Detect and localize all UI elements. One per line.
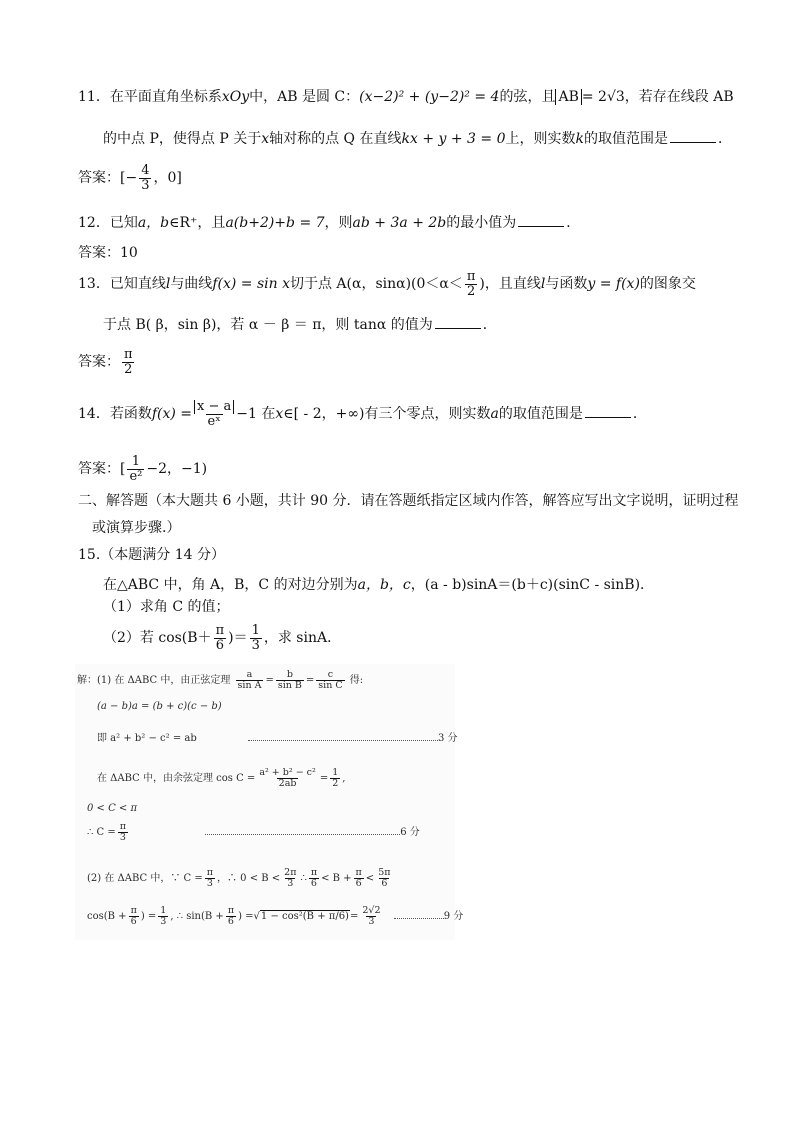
sqrt-expression: 1 − cos²(B + π/6) — [260, 910, 349, 922]
sol-line8: cos(B + $\frac{\pi}{6}$ ) = $\frac{1}{3}$ , ∴ sin(B + $\frac{\pi}{6}$ ) =√1 − cos²(B + π/6)= $\frac{2√2}{3}$ 9 分 — [87, 905, 464, 927]
fraction — [214, 624, 227, 652]
q12-text: ． — [566, 215, 581, 231]
q14-math: x — [275, 406, 284, 423]
sol-line3 — [97, 734, 457, 744]
sol-text: (2) 在 ΔABC 中，∵ C = — [87, 872, 203, 884]
q12-text: 的最小值为 — [446, 215, 517, 231]
q15-text: ，求 sinA． — [263, 630, 342, 647]
q13-text: )，且直线 — [479, 276, 541, 293]
fraction — [376, 868, 392, 889]
q11-math: xOy — [221, 89, 250, 105]
fraction — [129, 906, 139, 927]
fraction — [205, 868, 215, 889]
q13-text: ． — [482, 317, 497, 333]
answer-text: −2，−1) — [146, 461, 208, 478]
q13-text: 切于点 A(α，sinα)(0＜α＜ — [289, 276, 463, 293]
denominator: sin A — [237, 679, 262, 691]
q14-text: ∈[ - 2，+∞)有三个零点，则实数 — [283, 406, 491, 423]
fraction — [360, 906, 382, 927]
denominator: e² — [129, 468, 143, 484]
q11-ab-value: = 2√3 — [581, 89, 625, 105]
denominator: 3 — [119, 831, 126, 843]
q14-answer — [78, 455, 207, 483]
sol-text: ) = — [140, 910, 157, 922]
q14-text: ． — [632, 406, 647, 423]
q11-answer — [78, 164, 182, 192]
q11-text: 中，AB 是圆 C： — [249, 89, 360, 105]
fraction — [122, 348, 135, 376]
denominator: 2ab — [278, 777, 297, 789]
numerator: 1 — [131, 454, 141, 469]
q11-line2 — [103, 132, 732, 146]
sol-text: = — [349, 910, 359, 922]
fraction — [354, 868, 364, 889]
sol-line2: (a − b)a = (b + c)(c − b) — [97, 701, 222, 712]
q14-math: f(x) = — [151, 406, 193, 423]
q11-text: 上，则实数 — [505, 131, 576, 147]
q11-math: k — [575, 131, 584, 147]
numerator: 1 — [251, 623, 260, 638]
numerator: π — [466, 269, 476, 284]
score-dots — [394, 917, 444, 919]
q13-math: f(x) = sin x — [212, 276, 290, 293]
q15-title: 15.（本题满分 14 分） — [78, 547, 225, 563]
sol-text: ∴ — [300, 872, 307, 884]
score: 3 分 — [437, 733, 458, 744]
q12-text: ，则 — [324, 215, 353, 231]
sol-text: , ∴ sin(B + — [170, 910, 224, 922]
q12-math: a(b+2)+b = 7 — [225, 215, 325, 231]
sol-text: 得: — [349, 674, 364, 686]
fraction — [250, 624, 262, 652]
numerator: π — [215, 623, 225, 638]
numerator: π — [227, 905, 235, 916]
q13-math: l — [540, 276, 546, 293]
sol-line5: 0 < C < π — [87, 803, 138, 814]
sol-line7 — [87, 868, 394, 889]
q12-answer: 答案：10 — [78, 245, 138, 261]
q12-text: ∈R⁺，且 — [169, 215, 226, 231]
denominator: 2 — [124, 361, 133, 377]
numerator: 2π — [284, 867, 297, 878]
fraction — [276, 670, 304, 691]
answer-blank — [435, 327, 481, 329]
numerator: c — [327, 669, 334, 680]
answer-blank — [585, 416, 631, 418]
sol-text: ∴ C = — [87, 826, 116, 838]
denominator: sin C — [318, 679, 343, 691]
sol-line4 — [97, 768, 345, 789]
q15-part1: （1）求角 C 的值； — [103, 599, 230, 615]
answer-label: 答案： — [78, 354, 120, 371]
numerator: a — [246, 669, 253, 680]
sol-text: ，∴ 0 < B < — [216, 872, 281, 884]
fraction — [236, 670, 264, 691]
numerator: π — [124, 347, 133, 362]
numerator: 4 — [141, 163, 150, 178]
denominator: 6 — [227, 915, 234, 927]
q11-text: ，若存在线段 AB — [624, 89, 734, 105]
denominator: 3 — [160, 915, 167, 927]
q11-text: 11．在平面直角坐标系 — [78, 89, 222, 105]
q11-math: x — [261, 131, 270, 147]
fraction — [465, 270, 478, 298]
q11-circle-equation: (x−2)² + (y−2)² = 4 — [359, 89, 500, 105]
denominator: 6 — [381, 877, 388, 889]
numerator: π — [310, 867, 318, 878]
sol-text: 解：(1) 在 ΔABC 中，由正弦定理 — [77, 674, 231, 686]
q15-text: ，(a - b)sinA＝(b＋c)(sinC - sinB)． — [410, 577, 655, 593]
q15-math: a，b，c — [357, 577, 411, 593]
q11-text: 的取值范围是 — [583, 131, 668, 147]
sol-line1 — [77, 670, 363, 691]
q13-text: 与曲线 — [170, 276, 213, 293]
sol-text: , — [342, 772, 346, 784]
q14-text: 的取值范围是 — [498, 406, 583, 423]
fraction — [282, 868, 298, 889]
fraction — [139, 164, 151, 192]
q12-text: 12．已知 — [78, 215, 138, 231]
sol-text: = — [319, 772, 329, 784]
sol-text: = — [265, 674, 274, 686]
answer-label: 答案：[− — [78, 170, 138, 187]
fraction — [330, 768, 340, 789]
sol-text: < — [365, 872, 375, 884]
answer-label: 答案：[ — [78, 461, 126, 478]
q13-math: l — [165, 276, 171, 293]
sol-text: ) = — [238, 910, 254, 922]
q13-line2 — [103, 318, 497, 332]
sol-text: = — [305, 674, 315, 686]
q15-text: )＝ — [228, 630, 248, 647]
q13-text: 与函数 — [545, 276, 588, 293]
sol-text: 即 a² + b² − c² = ab — [97, 733, 197, 744]
denominator: 2 — [332, 777, 339, 789]
sol-text: cos(B + — [87, 910, 127, 922]
numerator: b — [286, 669, 293, 680]
denominator: 3 — [251, 637, 260, 653]
q13-text: 的图象交 — [639, 276, 696, 293]
denominator: 6 — [215, 637, 224, 653]
numerator: 5π — [378, 867, 391, 878]
q15-text: （2）若 cos(B＋ — [103, 630, 212, 647]
q14-text: 14．若函数 — [78, 406, 152, 423]
section-heading: 二、解答题（本大题共 6 小题，共计 90 分．请在答题纸指定区域内作答，解答应写出文字说明，证明过程 — [78, 493, 739, 509]
q13-text: 于点 B( β，sin β)，若 α － β ＝ π，则 tanα 的值为 — [103, 317, 433, 333]
fraction — [118, 822, 128, 843]
q11-text: 的弦，且 — [499, 89, 556, 105]
answer-text: ，0] — [153, 170, 182, 187]
numerator: 2√2 — [362, 905, 381, 916]
q11-text: 的中点 P，使得点 P 关于 — [103, 131, 262, 147]
numerator: π — [355, 867, 362, 878]
fraction — [257, 768, 318, 789]
q11-line1 — [78, 90, 734, 104]
q11-text: 轴对称的点 Q 在直线 — [269, 131, 402, 147]
q14-math: a — [490, 406, 499, 423]
numerator: π — [119, 821, 126, 832]
denominator: 6 — [310, 877, 317, 889]
numerator: x − a — [194, 400, 234, 414]
q14-text: −1 在 — [236, 406, 276, 423]
score: 6 分 — [400, 826, 420, 838]
fraction — [309, 868, 319, 889]
numerator: π — [130, 905, 137, 916]
score: 9 分 — [443, 910, 464, 922]
numerator: π — [206, 867, 213, 878]
sol-text: < B + — [321, 872, 352, 884]
denominator: 6 — [130, 915, 137, 927]
denominator: 3 — [368, 915, 375, 927]
score-dots — [248, 739, 438, 741]
q13-answer — [78, 348, 137, 376]
denominator: eˣ — [207, 413, 221, 429]
fraction — [158, 906, 168, 927]
q12-math: ab + 3a + 2b — [352, 215, 447, 231]
fraction — [127, 455, 144, 483]
answer-blank — [670, 141, 716, 143]
answer-blank — [518, 225, 564, 227]
sol-text: 在 ΔABC 中，由余弦定理 cos C = — [97, 772, 256, 784]
q12-math: a，b — [137, 215, 170, 231]
q15-part2 — [103, 624, 341, 652]
denominator: 3 — [141, 177, 150, 193]
q13-line1 — [78, 270, 696, 298]
denominator: 6 — [355, 877, 362, 889]
denominator: sin B — [277, 679, 302, 691]
denominator: 2 — [467, 283, 476, 299]
q11-text: ． — [717, 131, 732, 147]
sol-line6 — [87, 822, 420, 843]
numerator: a² + b² − c² — [259, 767, 316, 778]
solution-image — [75, 664, 464, 940]
fraction — [194, 400, 234, 428]
q12-line — [78, 216, 580, 230]
q14-line — [78, 400, 647, 428]
q13-math: y = f(x) — [587, 276, 640, 293]
numerator: 1 — [160, 905, 167, 916]
q15-text: 在△ABC 中，角 A，B，C 的对边分别为 — [103, 577, 358, 593]
numerator: 1 — [332, 767, 339, 778]
denominator: 3 — [206, 877, 213, 889]
section-heading-cont: 或演算步骤.） — [92, 520, 181, 536]
score-dots — [205, 833, 400, 835]
q11-line-equation: kx + y + 3 = 0 — [401, 131, 506, 147]
q15-stem — [103, 578, 654, 592]
fraction — [316, 670, 344, 691]
q13-text: 13．已知直线 — [78, 276, 166, 293]
q11-ab-abs: AB — [555, 89, 581, 105]
denominator: 3 — [287, 877, 294, 889]
fraction — [226, 906, 236, 927]
